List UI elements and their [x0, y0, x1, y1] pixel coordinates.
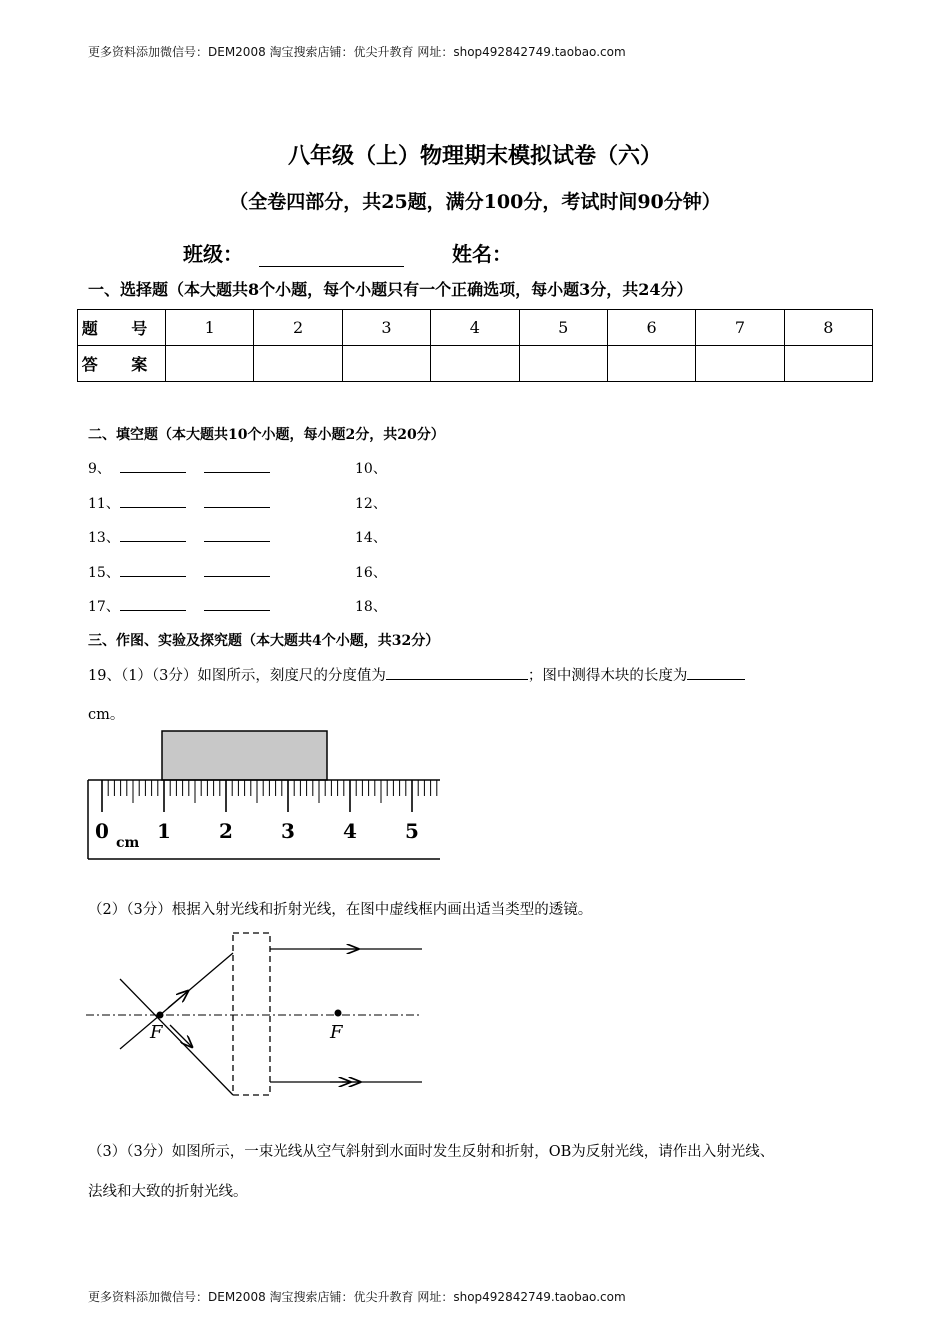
ruler-number-label: 2 — [219, 819, 233, 843]
exam-subtitle: （全卷四部分，共25题，满分100分，考试时间90分钟） — [229, 191, 721, 213]
ruler-unit: cm — [116, 835, 140, 851]
answer-blank[interactable] — [204, 495, 270, 508]
answer-cell[interactable] — [166, 346, 254, 382]
answer-blank[interactable] — [386, 667, 528, 680]
answer-blank[interactable] — [204, 460, 270, 473]
q19-part3-text: （3）（3分）如图所示，一束光线从空气斜射到水面时发生反射和折射，OB为反射光线，请作出入射光线、 — [88, 1144, 775, 1160]
section2-heading: 二、填空题（本大题共10个小题，每小题2分，共20分） — [88, 427, 445, 443]
answer-blank[interactable] — [120, 495, 186, 508]
answer-row — [78, 346, 873, 382]
answer-blank[interactable] — [204, 598, 270, 611]
q19-part3-text-cont: 法线和大致的折射光线。 — [88, 1184, 248, 1200]
ruler-number-label: 3 — [281, 819, 295, 843]
q19-part1-text: 19、（1）（3分）如图所示，刻度尺的分度值为 ；图中测得木块的长度为 — [88, 664, 745, 685]
focal-point-dot — [335, 1010, 342, 1017]
question-number: 7 — [696, 310, 784, 346]
ruler-labels — [95, 819, 419, 843]
answer-blank[interactable] — [120, 529, 186, 542]
answer-cell[interactable] — [607, 346, 695, 382]
q19-part1-unit: cm。 — [88, 707, 125, 723]
fill-item: 14、 — [355, 530, 387, 546]
answer-cell[interactable] — [784, 346, 872, 382]
answer-blank[interactable] — [204, 564, 270, 577]
focal-label-left: F — [150, 1022, 163, 1043]
answer-blank[interactable] — [204, 529, 270, 542]
student-info-row — [183, 238, 512, 267]
answer-blank[interactable] — [120, 598, 186, 611]
question-number: 1 — [166, 310, 254, 346]
fill-item: 18、 — [355, 599, 387, 615]
fill-item: 15、 — [88, 562, 270, 582]
lens-box — [233, 933, 270, 1095]
answer-blank[interactable] — [687, 667, 745, 680]
section1-heading: 一、选择题（本大题共8个小题，每个小题只有一个正确选项，每小题3分，共24分） — [88, 280, 693, 299]
question-number: 3 — [342, 310, 430, 346]
question-number-row — [78, 310, 873, 346]
exam-title: 八年级（上）物理期末模拟试卷（六） — [287, 143, 662, 169]
answer-cell[interactable] — [342, 346, 430, 382]
focal-point-dot — [157, 1012, 164, 1019]
fill-item: 17、 — [88, 596, 270, 616]
focal-label-right: F — [330, 1022, 343, 1043]
page-header: 更多资料添加微信号：DEM2008 淘宝搜索店铺：优尖升教育 网址：shop492842749.taobao.com — [88, 45, 626, 59]
ruler-number-label: 1 — [157, 819, 171, 843]
section3-heading: 三、作图、实验及探究题（本大题共4个小题，共32分） — [88, 633, 440, 649]
ruler-ticks — [102, 780, 437, 812]
fill-item: 16、 — [355, 565, 387, 581]
q19-part2-text: （2）（3分）根据入射光线和折射光线，在图中虚线框内画出适当类型的透镜。 — [88, 902, 593, 918]
answer-blank[interactable] — [120, 460, 186, 473]
answer-cell[interactable] — [254, 346, 342, 382]
question-number: 5 — [519, 310, 607, 346]
row-label-question: 题 号 — [78, 310, 166, 346]
class-field[interactable] — [259, 248, 404, 267]
answer-cell[interactable] — [431, 346, 519, 382]
question-number: 6 — [607, 310, 695, 346]
answer-blank[interactable] — [120, 564, 186, 577]
question-number: 2 — [254, 310, 342, 346]
question-number: 4 — [431, 310, 519, 346]
arrow-icon — [168, 991, 188, 1008]
class-label: 班级： — [183, 242, 243, 266]
answer-cell[interactable] — [696, 346, 784, 382]
name-label: 姓名： — [452, 242, 512, 266]
ruler-number-label: 5 — [405, 819, 419, 843]
fill-item: 10、 — [355, 461, 387, 477]
arrow-icon — [170, 1025, 192, 1047]
answer-table — [77, 309, 873, 382]
ruler-figure — [80, 725, 450, 865]
lens-figure — [80, 925, 430, 1100]
page-footer: 更多资料添加微信号：DEM2008 淘宝搜索店铺：优尖升教育 网址：shop492842749.taobao.com — [88, 1290, 626, 1304]
fill-item: 11、 — [88, 493, 270, 513]
answer-cell[interactable] — [519, 346, 607, 382]
ruler-number-label: 4 — [343, 819, 357, 843]
incident-ray — [120, 979, 233, 1095]
question-number: 8 — [784, 310, 872, 346]
row-label-answer: 答 案 — [78, 346, 166, 382]
wooden-block — [162, 731, 327, 780]
fill-item: 13、 — [88, 527, 270, 547]
fill-item: 9、 — [88, 458, 270, 478]
fill-item: 12、 — [355, 496, 387, 512]
ruler-number-label: 0 — [95, 819, 109, 843]
